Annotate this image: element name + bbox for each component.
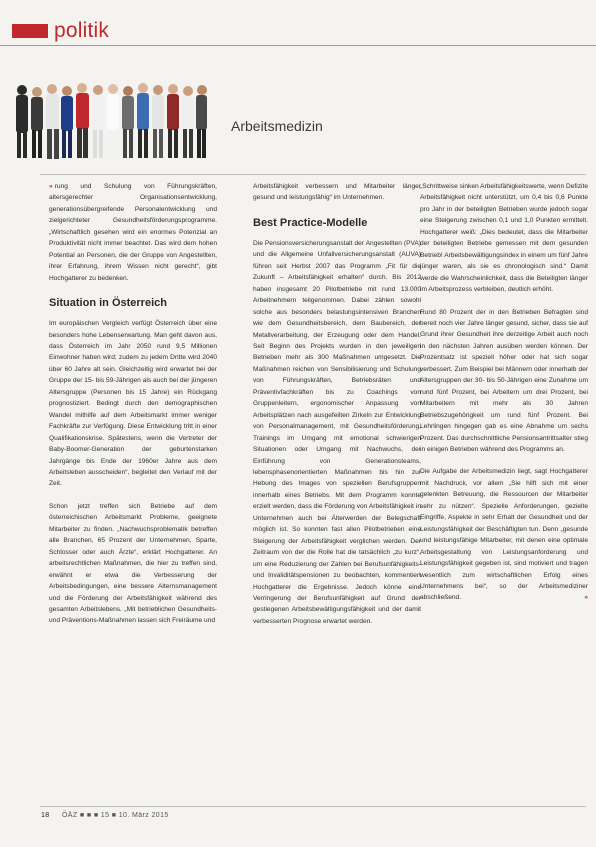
paragraph: Schon jetzt treffen sich Betriebe auf dem österreichischen Arbeitsmarkt Probleme, geeignete Mitarbeiter zu finden. „Nachwuchsproblematik betreffen alle Branchen, 65 Prozent der Unternehmen, Sparte, Schlosser oder auch Ärzte“, erklärt Hochgatterer. An arbeitsrechtlichen Maßnahmen, die hier zu treffen sind, erwähnt er etwa die Verbesserung der Arbeitsbedingungen, eine bessere Alternsmanagement und die Förderung der Arbeitsfähigkeit während des gesamten Arbeitslebens. „Mit betrieblichen Gesundheits- und Präventions-Maßnahmen lassen sich Freiräume und bbox=[49, 502, 217, 625]
footer-rule bbox=[40, 806, 586, 807]
issue-line: ÖÄZ ■ ■ ■ 15 ■ 10. März 2015 bbox=[61, 812, 169, 819]
content-divider bbox=[40, 174, 586, 175]
header-rule bbox=[0, 45, 596, 46]
paragraph: Im europäischen Vergleich verfügt Österreich über eine besonders hohe Lebenserwartung. Man geht davon aus, dass Österreich im Jahr 2050 rund 9,5 Millionen Einwohner haben wird; zudem zu jedem Dritte wird 2040 über 60 Jahre alt sein. Gleichzeitig wird erwartet bei der Gruppe der 15- bis 59-Jährigen als auch bei der jüngeren Altersgruppe (Personen bis 15 Jahre) ein Rückgang prognostiziert. Bedingt durch den demographischen Wandel mithilfe auf dem Arbeitsmarkt immer weniger Fachkräfte zur Verfügung. Diese Entwicklung tritt in einer Qualifikationskrise. Spätestens, wenn die Vertreter der Baby-Boomer-Generation der geburtenstarken Jahrgänge bis Ende der 1960er Jahre aus dem Arbeitsleben ausscheiden“, begleitet den Verlauf mit der Zeit. bbox=[49, 320, 217, 488]
paragraph bbox=[420, 466, 588, 603]
paragraph: „Schrittweise sinken Arbeitsfähigkeitswerte, wenn Defizite Arbeitsfähigkeit nicht unterstützt, um 0,4 bis 0,6 Punkte pro Jahr in der beteiligten Betrieben wurde jedoch sogar eine Steigerung zwischen 0,1 und 1,0 Punkten ermittelt. Hochgatterer weiß: „Dies bedeutet, dass die Mitarbeiter der beteiligten Betriebe gemessen mit dem gesunden Betrieb! Arbeitsbewältigungsindex in einem um fünf Jahre jünger waren, als sie es chronologisch sind.“ Damit werde die Wahrscheinlichkeit, dass die Beteiligten länger im Arbeitsprozess verbleiben, deutlich erhöht. bbox=[420, 183, 588, 294]
group-photo bbox=[10, 82, 210, 166]
section-label: politik bbox=[54, 19, 110, 42]
article-column-3 bbox=[420, 181, 588, 604]
paragraph: Arbeitsfähigkeit verbessern und Mitarbeiter länger gesund und leistungsfähig“ im Unternehmen. bbox=[253, 183, 421, 202]
paragraph-text: rung und Schulung von Führungskräften, altersgerechter Organisationsentwicklung, generationsübergreifende Personalentwicklung und zielgerichteter Gesundheitsförderungsprogramme. „Wirtschaftlich gesehen wird ein enormes Potenzial an Produktivität nicht immer beachtet. Das wird dem hohen Potential an Personen, die der Gruppe von Angestellten, ihrer Erfahrung, ihrem Wissen nicht gerecht“, gibt Hochgatterer zu bedenken. bbox=[49, 183, 217, 282]
end-of-article-icon: » bbox=[584, 594, 588, 602]
paragraph: Die Pensionsversicherungsanstalt der Angestellten (PVA) und die Allgemeine Unfallversicherungsanstalt (AUVA) führen seit Herbst 2007 das Programm „Fit für die Zukunft – Arbeitsfähigkeit erhalten“ durch. Bis 2012 haben insgesamt 20 Pilotbetriebe mit rund 13.000 Arbeitnehmern teilgenommen. Dabei zählen sowohl solche aus besonders belastungsintensiven Branchen wie dem Gesundheitsbereich, dem Baubereich, der Metallverarbeitung, der Erzeugung oder dem Handel. Seit Beginn des Projekts wurden in den jeweiligen Betrieben mehr als 300 Maßnahmen umgesetzt. Die Maßnahmen reichen von Sensibilisierung und Schulung von Führungskräften, Betriebsräten und Präventivfachkräften bis zu Coachings von Gruppenleitern, ergonomischer Anpassung von Arbeitsplätzen nach ausgefeilten Zirkeln zur Entwicklung von Personalmanagement, mit Gesundheitsförderung, Trainings im Umgang mit emotional schwierigen Situationen oder Umgang mit Nachwuchs, der Einführung von Generationsteams, lebensphasenorientierten Maßnahmen bis hin zur Hebung des Images von speziellen Berufsgruppen innerhalb eines Betriebs. Mit dem Programm konnte erzielt werden, dass die Förderung von Arbeitsfähigkeit in Unternehmen auch bei Älterwerden der Belegschaft möglich ist. So konnten fast allen Pilotbetrieben eine Steigerung der Arbeitsfähigkeit verglichen werden. Der Zeitraum von der die Rolle hat die tatsächlich „zu kurz“, um eine Reduzierung der Zahlen bei Berufsunfähigkeits- und Invaliditätspensionen zu beobachten, kommentiert Hochgatterer die Ergebnisse. Jedoch könne eine Verringerung der Berufsunfähigkeit auf Grund der gestiegenen Arbeitsbewältigungsfähigkeit und der damit verbesserten Prognose erwartet werden. bbox=[253, 239, 421, 625]
people-illustration bbox=[16, 83, 207, 159]
subheading: Situation in Österreich bbox=[49, 297, 167, 310]
section-color-bar bbox=[12, 24, 48, 38]
continuation-arrow-icon: » bbox=[49, 183, 53, 190]
paragraph-text: Die Aufgabe der Arbeitsmedizin liegt, sagt Hochgatterer mit Nachdruck, vor allem „Sie hilft sich mit einer gelenkten Betreuung, die Ressourcen der Mitarbeiter sehr zu nützen“. Spezielle Anforderungen, gezielte Eingriffe, Aspekte in sehr Erhalt der Gesundheit und der Leistungsfähigkeit der Beschäftigten tun. Denn „gesunde und leistungsfähige Mitarbeiter, mit denen eine optimale Arbeitsgestaltung von Leistungsanforderung und Leistungsfähigkeit gegeben ist, sind motiviert und tragen wesentlich zum wirtschaftlichen Erfolg eines Unternehmens bei“, so der Arbeitsmediziner abschließend. bbox=[420, 468, 588, 602]
paragraph: Rund 80 Prozent der in den Betrieben Befragten sind bereit noch vier Jahre länger gesund, sicher, dass sie auf Grund ihrer Gesundheit ihre derzeitige Arbeit auch noch in den nächsten Jahren ausüben werden können. Der Prozentsatz ist speziell höher oder hat sich sogar verbessert. Zum Beispiel bei Männern oder innerhalb der Altersgruppen der 30- bis 50-Jährigen eine Zunahme um rund fünf Prozent, bei Arbeitern um drei Prozent, bei Mitarbeitern mit mehr als 30 Jahren Betriebszugehörigkeit um rund fünf Prozent. Bei Lehrlingen hingegen gab es eine Abnahme um sechs Prozent. Das durchschnittliche Pensionsantrittsalter stieg in einigen Betrieben während des Programms an. bbox=[420, 308, 588, 453]
subheading: Best Practice-Modelle bbox=[253, 216, 368, 229]
page-footer bbox=[41, 812, 169, 819]
article-column-1 bbox=[49, 181, 217, 627]
article-column-2 bbox=[253, 181, 421, 627]
figure-title: Arbeitsmedizin bbox=[231, 118, 323, 134]
page-number: 18 bbox=[41, 812, 50, 819]
paragraph bbox=[49, 181, 217, 284]
